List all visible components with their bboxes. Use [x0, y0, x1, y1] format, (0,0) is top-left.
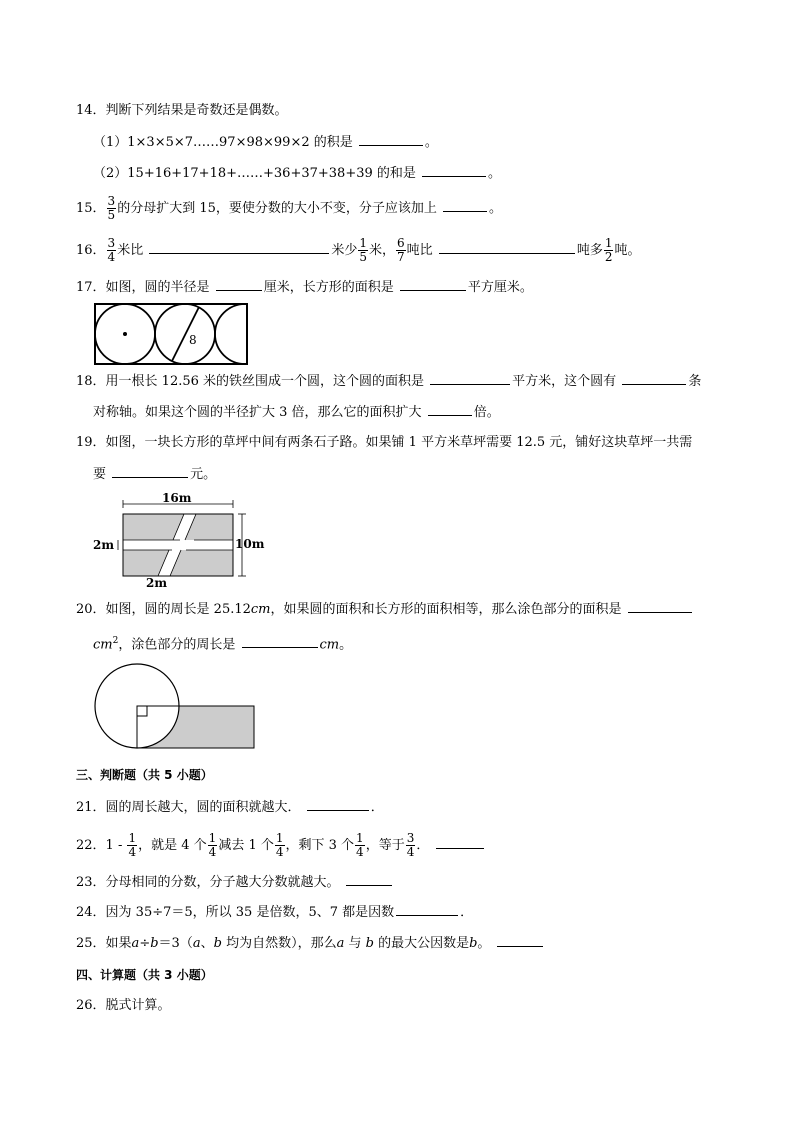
q22: 22．1 - $\frac{1}{4}$ ，就是 4 个 $\frac{1}{4}$ 减去 1 个 $\frac{1}{4}$ ，剩下 3 个 $\frac{1}{4}$ ，等于 $\frac{3}{4}$ ．: [76, 832, 486, 859]
fraction: $\frac{3}{4}$: [107, 236, 116, 264]
q14-part2: （2）15+16+17+18+……+36+37+38+39 的和是 。: [93, 166, 502, 181]
q14-text: 14．判断下列结果是奇数还是偶数。: [76, 103, 288, 118]
section-heading: 四、计算题（共 3 小题）: [76, 968, 213, 982]
fraction: $\frac{3}{5}$: [107, 194, 116, 222]
fraction: $\frac{1}{4}$: [208, 831, 217, 859]
answer-blank[interactable]: [216, 278, 262, 291]
fraction: $\frac{1}{4}$: [275, 831, 284, 859]
diameter-label: 8: [189, 333, 197, 347]
q20-line1: 20．如图，圆的周长是 25.12cm，如果圆的面积和长方形的面积相等，那么涂色部分的面积是: [76, 600, 694, 619]
q19-line2: 要 元。: [93, 467, 217, 482]
fraction: $\frac{1}{4}$: [356, 831, 364, 859]
q23: 23．分母相同的分数，分子越大分数就越大。: [76, 873, 394, 892]
answer-blank[interactable]: [439, 241, 575, 254]
section-heading: 三、判断题（共 5 小题）: [76, 768, 213, 782]
q24: 24．因为 35÷7＝5，所以 35 是倍数，5、7 都是因数 ．: [76, 905, 474, 920]
q14-part1: （1）1×3×5×7……97×98×99×2 的积是 。: [93, 135, 438, 150]
answer-blank[interactable]: [430, 372, 510, 385]
fraction: $\frac{3}{4}$: [406, 831, 415, 859]
answer-blank[interactable]: [359, 133, 423, 146]
q16: 16． $\frac{3}{4}$ 米比 米少 $\frac{1}{5}$ 米， $\frac{6}{7}$ 吨比 吨多 $\frac{1}{2}$ 吨。: [76, 236, 641, 264]
answer-blank[interactable]: [428, 403, 472, 416]
q19-line1: 19．如图，一块长方形的草坪中间有两条石子路。如果铺 1 平方米草坪需要 12.5 元，铺好这块草坪一共需: [76, 435, 693, 450]
answer-blank[interactable]: [628, 600, 692, 613]
fraction: $\frac{1}{4}$: [128, 831, 137, 859]
answer-blank[interactable]: [242, 635, 318, 648]
answer-blank[interactable]: [436, 836, 484, 849]
fraction: $\frac{1}{2}$: [604, 236, 613, 264]
fraction: $\frac{1}{5}$: [359, 236, 367, 264]
q18-line2: 对称轴。如果这个圆的半径扩大 3 倍，那么它的面积扩大 倍。: [93, 405, 500, 420]
answer-blank[interactable]: [400, 278, 466, 291]
answer-blank[interactable]: [307, 798, 369, 811]
q20-figure: [92, 662, 258, 750]
q17-figure: [94, 303, 248, 365]
answer-blank[interactable]: [112, 465, 188, 478]
answer-blank[interactable]: [396, 903, 458, 916]
q19-lawn-figure: [92, 490, 270, 590]
width-label: 10m: [235, 537, 265, 551]
answer-blank[interactable]: [149, 241, 329, 254]
answer-blank[interactable]: [346, 873, 392, 886]
q26: 26．脱式计算。: [76, 998, 171, 1013]
q18-line1: 18．用一根长 12.56 米的铁丝围成一个圆，这个圆的面积是 平方米，这个圆有 条: [76, 374, 702, 389]
q20-line2: $cm^2$，涂色部分的周长是 cm。: [93, 636, 353, 653]
q25: 25．如果a÷b＝3（a、b 均为自然数），那么a 与 b 的最大公因数是b。: [76, 934, 545, 953]
answer-blank[interactable]: [497, 934, 543, 947]
q21: 21．圆的周长越大，圆的面积就越大． ．: [76, 800, 384, 815]
q17: 17．如图，圆的半径是 厘米，长方形的面积是 平方厘米。: [76, 280, 533, 295]
answer-blank[interactable]: [622, 372, 686, 385]
path-width-label: 2m: [146, 576, 168, 590]
answer-blank[interactable]: [443, 199, 487, 212]
answer-blank[interactable]: [422, 164, 486, 177]
length-label: 16m: [162, 491, 192, 505]
q15: 15． $\frac{3}{5}$ 的分母扩大到 15，要使分数的大小不变，分子应该加上 。: [76, 194, 503, 222]
fraction: $\frac{6}{7}$: [397, 236, 405, 264]
path-width-label: 2m: [93, 538, 115, 552]
